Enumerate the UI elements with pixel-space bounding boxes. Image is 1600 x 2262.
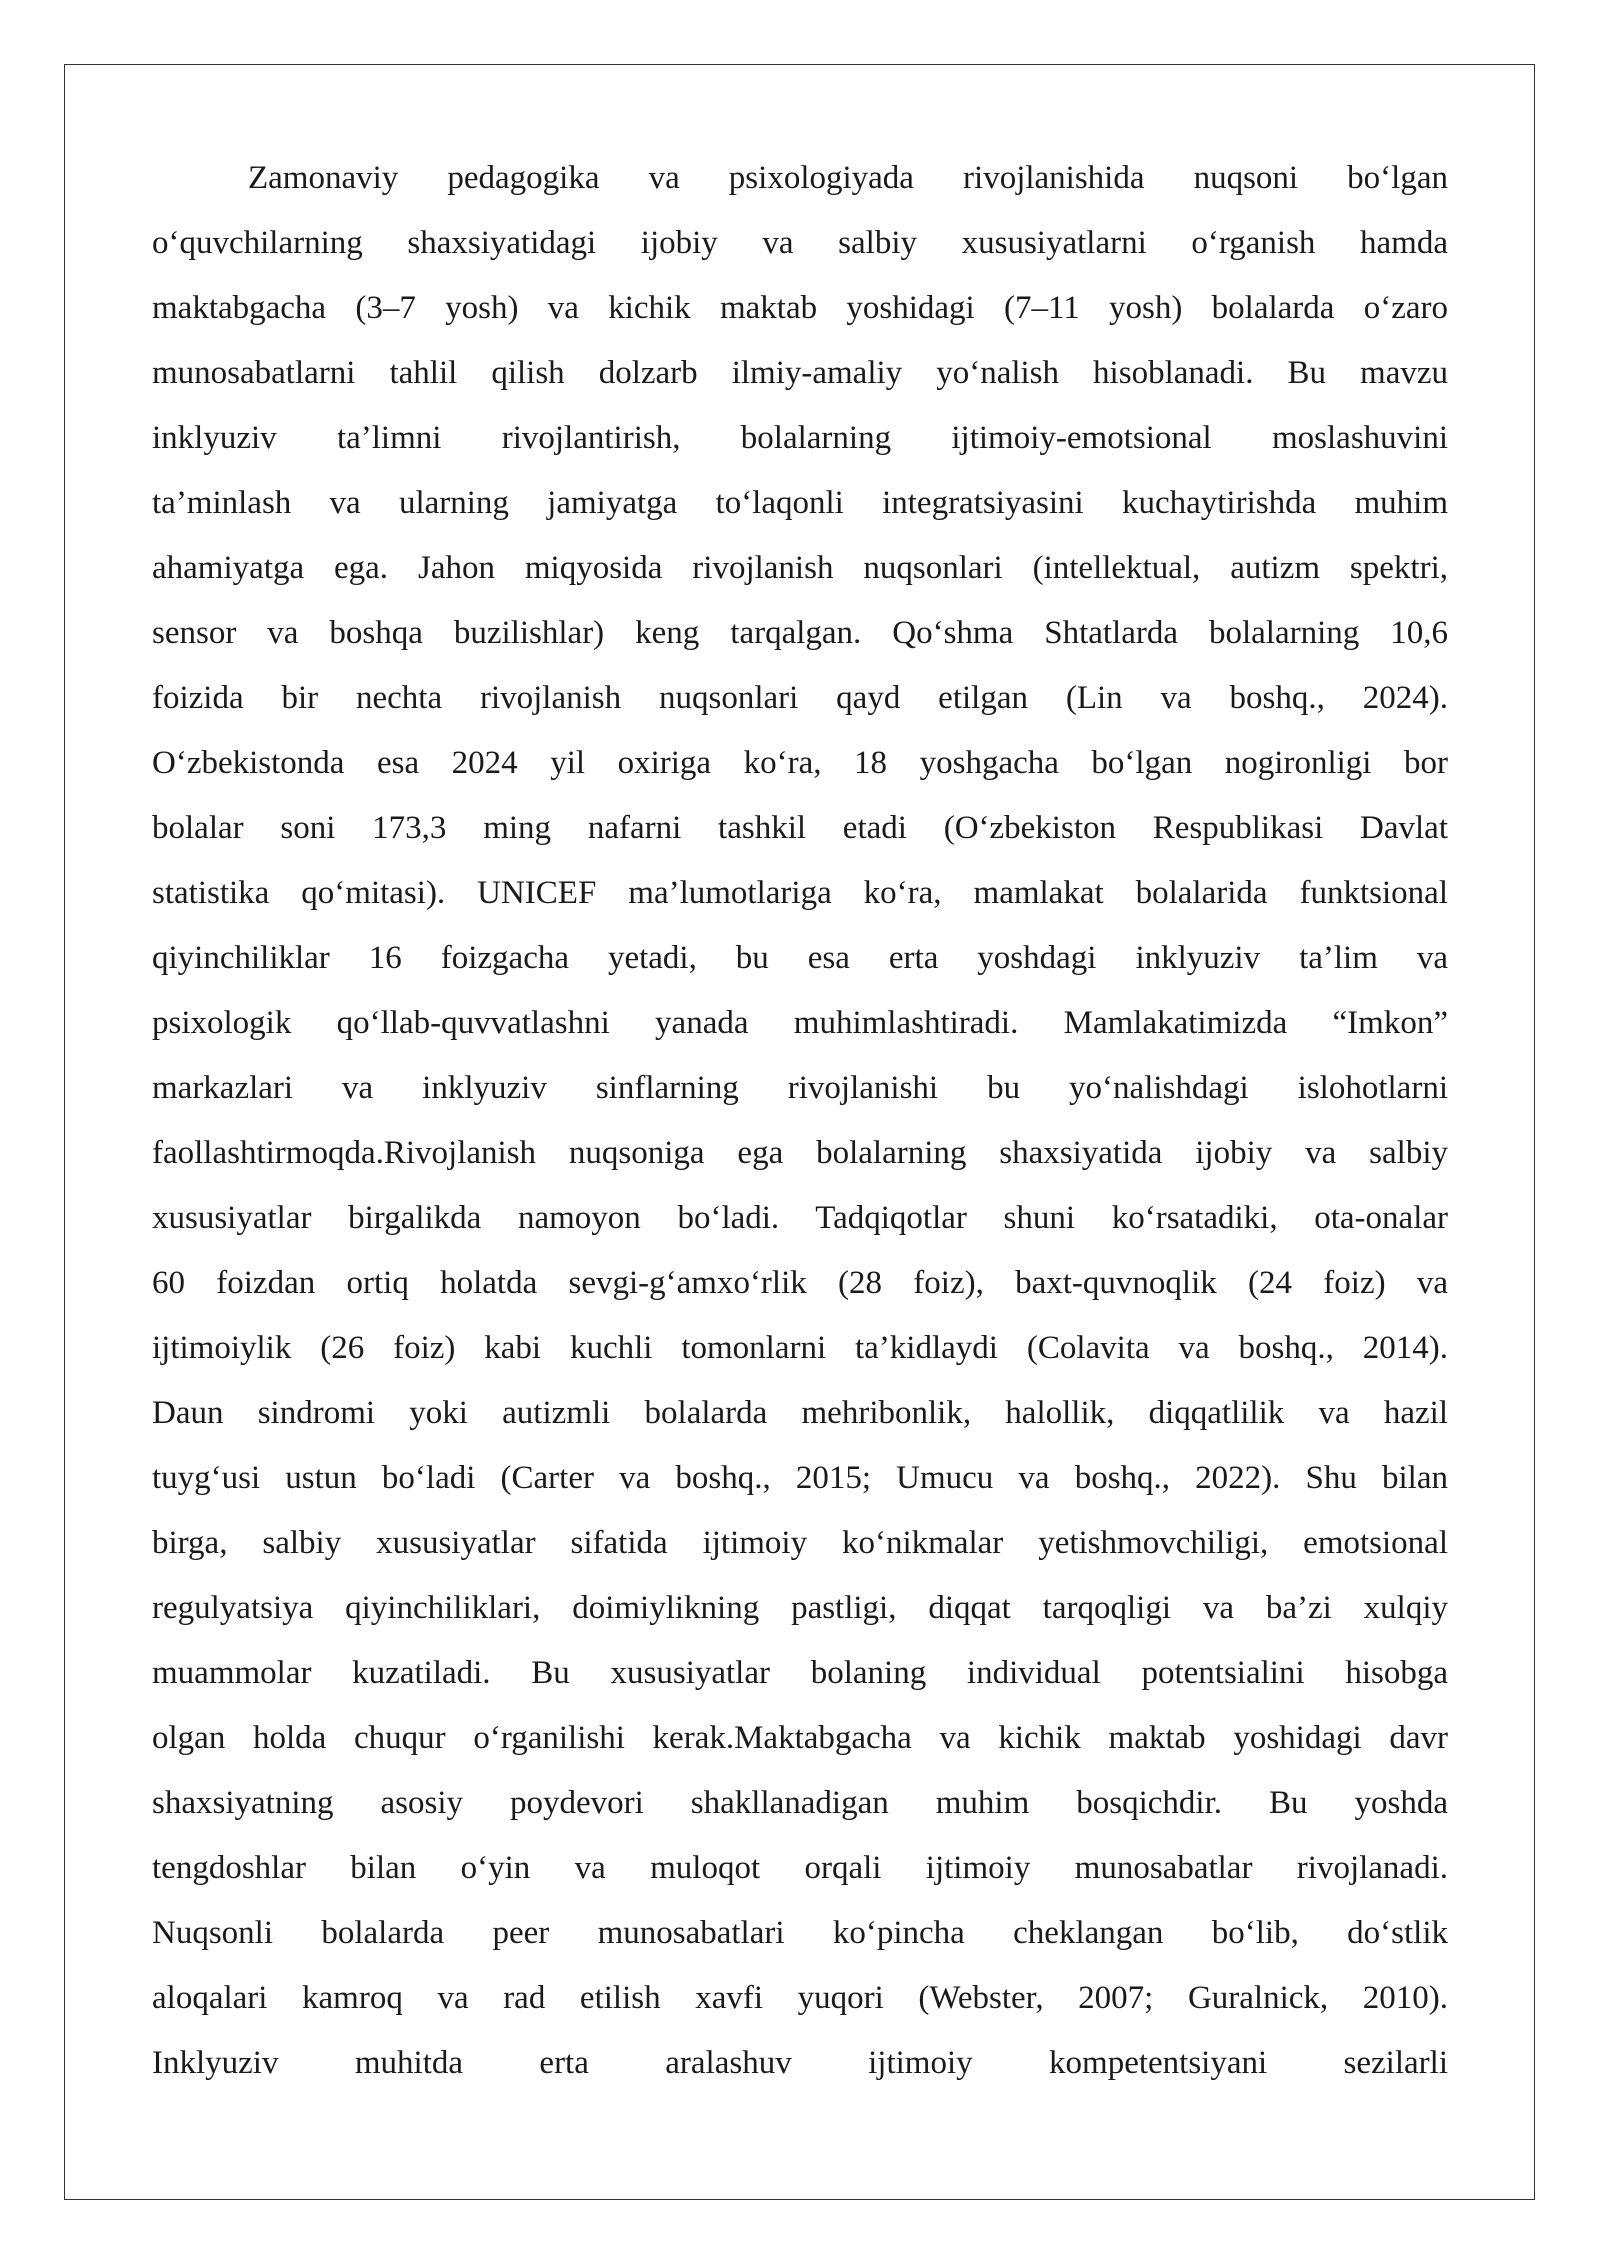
paragraph-line: o‘quvchilarning shaxsiyatidagi ijobiy va salbiy xususiyatlarni o‘rganish hamda bbox=[152, 225, 1448, 261]
paragraph-line: tengdoshlar bilan o‘yin va muloqot orqali ijtimoiy munosabatlar rivojlanadi. bbox=[152, 1850, 1448, 1886]
paragraph-line: munosabatlarni tahlil qilish dolzarb ilmiy-amaliy yo‘nalish hisoblanadi. Bu mavzu bbox=[152, 355, 1448, 391]
paragraph-line: muammolar kuzatiladi. Bu xususiyatlar bolaning individual potentsialini hisobga bbox=[152, 1655, 1448, 1691]
paragraph-line: ijtimoiylik (26 foiz) kabi kuchli tomonlarni ta’kidlaydi (Colavita va boshq., 2014). bbox=[152, 1330, 1448, 1366]
paragraph-line: statistika qo‘mitasi). UNICEF ma’lumotlariga ko‘ra, mamlakat bolalarida funktsional bbox=[152, 875, 1448, 911]
paragraph-line: regulyatsiya qiyinchiliklari, doimiylikning pastligi, diqqat tarqoqligi va ba’zi xulqiy bbox=[152, 1590, 1448, 1626]
paragraph-line: Daun sindromi yoki autizmli bolalarda mehribonlik, halollik, diqqatlilik va hazil bbox=[152, 1395, 1448, 1431]
paragraph-line: ta’minlash va ularning jamiyatga to‘laqonli integratsiyasini kuchaytirishda muhim bbox=[152, 485, 1448, 521]
paragraph-line: Inklyuziv muhitda erta aralashuv ijtimoiy kompetentsiyani sezilarli bbox=[152, 2045, 1448, 2081]
paragraph-line: Nuqsonli bolalarda peer munosabatlari ko‘pincha cheklangan bo‘lib, do‘stlik bbox=[152, 1915, 1448, 1951]
paragraph-line: tuyg‘usi ustun bo‘ladi (Carter va boshq., 2015; Umucu va boshq., 2022). Shu bilan bbox=[152, 1460, 1448, 1496]
paragraph-line: xususiyatlar birgalikda namoyon bo‘ladi. Tadqiqotlar shuni ko‘rsatadiki, ota-onalar bbox=[152, 1200, 1448, 1236]
body-paragraph bbox=[152, 146, 1448, 2096]
paragraph-line: shaxsiyatning asosiy poydevori shakllanadigan muhim bosqichdir. Bu yoshda bbox=[152, 1785, 1448, 1821]
paragraph-line: inklyuziv ta’limni rivojlantirish, bolalarning ijtimoiy-emotsional moslashuvini bbox=[152, 420, 1448, 456]
paragraph-line: 60 foizdan ortiq holatda sevgi-g‘amxo‘rlik (28 foiz), baxt-quvnoqlik (24 foiz) va bbox=[152, 1265, 1448, 1301]
paragraph-line: markazlari va inklyuziv sinflarning rivojlanishi bu yo‘nalishdagi islohotlarni bbox=[152, 1070, 1448, 1106]
paragraph-line: bolalar soni 173,3 ming nafarni tashkil etadi (O‘zbekiston Respublikasi Davlat bbox=[152, 810, 1448, 846]
paragraph-line: aloqalari kamroq va rad etilish xavfi yuqori (Webster, 2007; Guralnick, 2010). bbox=[152, 1980, 1448, 2016]
paragraph-line: O‘zbekistonda esa 2024 yil oxiriga ko‘ra, 18 yoshgacha bo‘lgan nogironligi bor bbox=[152, 745, 1448, 781]
paragraph-line: Zamonaviy pedagogika va psixologiyada rivojlanishida nuqsoni bo‘lgan bbox=[248, 160, 1448, 196]
paragraph-line: qiyinchiliklar 16 foizgacha yetadi, bu esa erta yoshdagi inklyuziv ta’lim va bbox=[152, 940, 1448, 976]
paragraph-line: sensor va boshqa buzilishlar) keng tarqalgan. Qo‘shma Shtatlarda bolalarning 10,6 bbox=[152, 615, 1448, 651]
paragraph-line: faollashtirmoqda.Rivojlanish nuqsoniga ega bolalarning shaxsiyatida ijobiy va salbiy bbox=[152, 1135, 1448, 1171]
paragraph-line: olgan holda chuqur o‘rganilishi kerak.Maktabgacha va kichik maktab yoshidagi davr bbox=[152, 1720, 1448, 1756]
paragraph-line: foizida bir nechta rivojlanish nuqsonlari qayd etilgan (Lin va boshq., 2024). bbox=[152, 680, 1448, 716]
paragraph-line: ahamiyatga ega. Jahon miqyosida rivojlanish nuqsonlari (intellektual, autizm spektri, bbox=[152, 550, 1448, 586]
paragraph-line: birga, salbiy xususiyatlar sifatida ijtimoiy ko‘nikmalar yetishmovchiligi, emotsional bbox=[152, 1525, 1448, 1561]
paragraph-line: psixologik qo‘llab-quvvatlashni yanada muhimlashtiradi. Mamlakatimizda “Imkon” bbox=[152, 1005, 1448, 1041]
paragraph-line: maktabgacha (3–7 yosh) va kichik maktab yoshidagi (7–11 yosh) bolalarda o‘zaro bbox=[152, 290, 1448, 326]
